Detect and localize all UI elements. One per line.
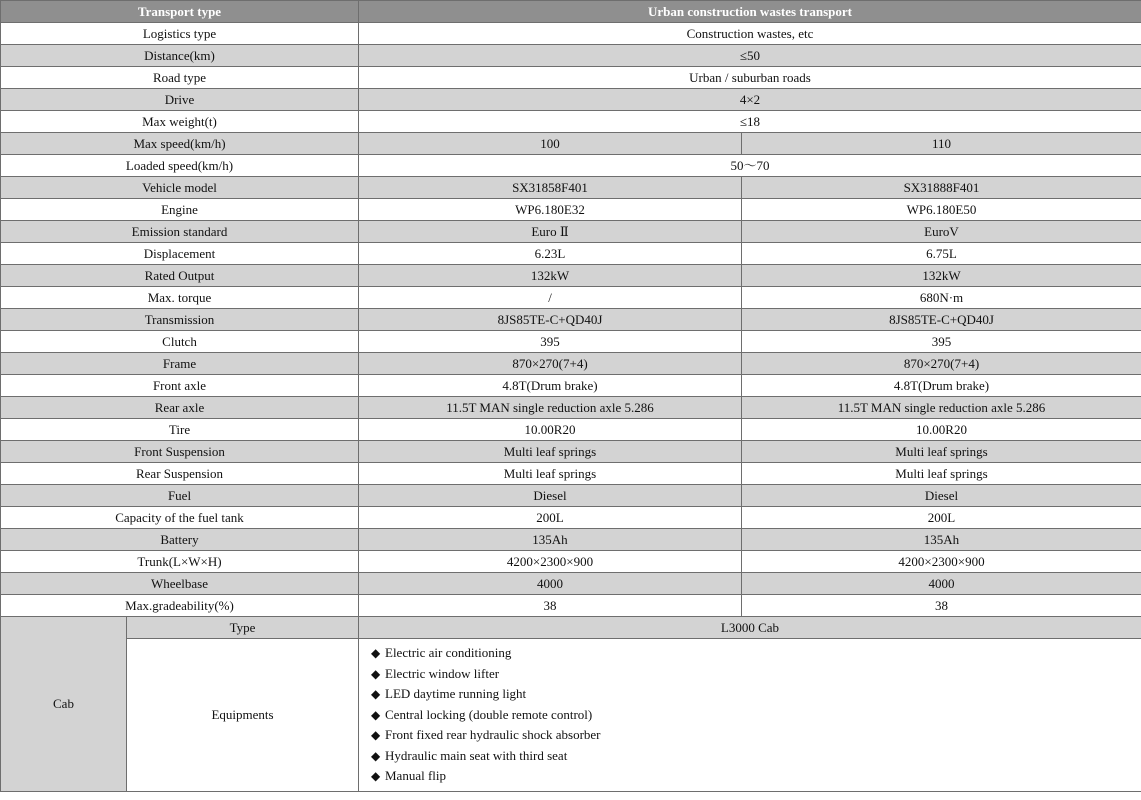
list-item-text: Central locking (double remote control) [385,706,593,722]
row-fuel [1,485,1141,507]
row-value-b: 4000 [742,573,1141,595]
list-item [371,705,1141,726]
row-max-speed [1,133,1141,155]
row-label: Logistics type [1,23,359,45]
diamond-bullet-icon: ◆ [371,646,381,660]
row-value-b: 38 [742,595,1141,617]
row-value: 4×2 [359,89,1141,111]
row-cab-type [1,617,1141,639]
row-value-a: 132kW [359,265,742,287]
row-label: Max.gradeability(%) [1,595,359,617]
row-value-a: WP6.180E32 [359,199,742,221]
row-value-a: 38 [359,595,742,617]
row-value-b: 4200×2300×900 [742,551,1141,573]
row-tire [1,419,1141,441]
row-value-b: 132kW [742,265,1141,287]
header-transport-type: Transport type [1,1,359,23]
row-value-a: 135Ah [359,529,742,551]
row-label: Rear Suspension [1,463,359,485]
row-value: ≤18 [359,111,1141,133]
row-value: Construction wastes, etc [359,23,1141,45]
diamond-bullet-icon: ◆ [371,666,381,681]
row-value-a: 200L [359,507,742,529]
row-label: Front Suspension [1,441,359,463]
list-item [371,664,1141,685]
row-value-b: 4.8T(Drum brake) [742,375,1141,397]
row-value-a: Diesel [359,485,742,507]
row-label: Emission standard [1,221,359,243]
header-row [1,1,1141,23]
row-front-axle [1,375,1141,397]
diamond-bullet-icon: ◆ [371,687,381,701]
row-value-b: 680N·m [742,287,1141,309]
row-max-torque [1,287,1141,309]
diamond-bullet-icon: ◆ [371,707,381,722]
list-item [371,684,1141,705]
row-label: Rear axle [1,397,359,419]
list-item [371,643,1141,664]
cab-type-value: L3000 Cab [359,617,1141,639]
row-trunk [1,551,1141,573]
row-label: Battery [1,529,359,551]
row-value-b: 6.75L [742,243,1141,265]
row-front-suspension [1,441,1141,463]
row-max-weight [1,111,1141,133]
row-gradeability [1,595,1141,617]
row-value: Urban / suburban roads [359,67,1141,89]
row-label: Rated Output [1,265,359,287]
row-label: Road type [1,67,359,89]
row-rear-suspension [1,463,1141,485]
row-rated-output [1,265,1141,287]
list-item-text: Manual flip [385,768,447,783]
row-value-b: 110 [742,133,1141,155]
row-transmission [1,309,1141,331]
row-value-a: 4.8T(Drum brake) [359,375,742,397]
row-label: Max. torque [1,287,359,309]
row-label: Wheelbase [1,573,359,595]
row-loaded-speed [1,155,1141,177]
row-label: Capacity of the fuel tank [1,507,359,529]
row-value-b: Multi leaf springs [742,441,1141,463]
row-value-b: 200L [742,507,1141,529]
row-value-b: EuroV [742,221,1141,243]
diamond-bullet-icon: ◆ [371,728,381,742]
row-value-a: 395 [359,331,742,353]
row-label: Trunk(L×W×H) [1,551,359,573]
row-label: Frame [1,353,359,375]
list-item [371,725,1141,746]
row-wheelbase [1,573,1141,595]
row-value-a: 10.00R20 [359,419,742,441]
list-item [371,746,1141,767]
row-fuel-tank [1,507,1141,529]
row-value-b: 395 [742,331,1141,353]
row-value-a: / [359,287,742,309]
list-item [371,766,1141,787]
list-item-text: Electric window lifter [385,665,500,681]
row-engine [1,199,1141,221]
row-distance [1,45,1141,67]
list-item-text: LED daytime running light [385,686,527,701]
cab-label: Cab [1,617,127,792]
row-label: Loaded speed(km/h) [1,155,359,177]
row-label: Engine [1,199,359,221]
row-value-a: 100 [359,133,742,155]
row-value-b: WP6.180E50 [742,199,1141,221]
row-cab-equipments [1,639,1141,792]
row-logistics-type [1,23,1141,45]
row-value-b: 135Ah [742,529,1141,551]
row-value: 50～70 [359,155,1141,177]
row-value-b: Multi leaf springs [742,463,1141,485]
row-value-a: Euro Ⅱ [359,221,742,243]
row-frame [1,353,1141,375]
row-value: ≤50 [359,45,1141,67]
cab-type-label: Type [127,617,359,639]
row-label: Front axle [1,375,359,397]
row-value-b: 11.5T MAN single reduction axle 5.286 [742,397,1141,419]
row-label: Tire [1,419,359,441]
row-label: Max speed(km/h) [1,133,359,155]
list-item-text: Electric air conditioning [385,645,512,660]
row-value-b: Diesel [742,485,1141,507]
row-road-type [1,67,1141,89]
row-value-a: 8JS85TE-C+QD40J [359,309,742,331]
row-emission [1,221,1141,243]
row-label: Vehicle model [1,177,359,199]
row-label: Distance(km) [1,45,359,67]
cab-equip-list [359,639,1141,792]
diamond-bullet-icon: ◆ [371,769,381,783]
row-value-b: SX31888F401 [742,177,1141,199]
list-item-text: Front fixed rear hydraulic shock absorber [385,727,601,742]
diamond-bullet-icon: ◆ [371,748,381,763]
row-label: Drive [1,89,359,111]
row-battery [1,529,1141,551]
row-value-a: 870×270(7+4) [359,353,742,375]
row-label: Fuel [1,485,359,507]
row-vehicle-model [1,177,1141,199]
row-value-a: Multi leaf springs [359,441,742,463]
list-item-text: Hydraulic main seat with third seat [385,747,568,763]
row-displacement [1,243,1141,265]
row-value-a: 4200×2300×900 [359,551,742,573]
row-value-a: 6.23L [359,243,742,265]
row-label: Max weight(t) [1,111,359,133]
row-rear-axle [1,397,1141,419]
row-label: Displacement [1,243,359,265]
row-drive [1,89,1141,111]
row-value-a: 11.5T MAN single reduction axle 5.286 [359,397,742,419]
row-value-a: Multi leaf springs [359,463,742,485]
row-value-b: 10.00R20 [742,419,1141,441]
row-value-b: 8JS85TE-C+QD40J [742,309,1141,331]
row-value-a: SX31858F401 [359,177,742,199]
row-label: Transmission [1,309,359,331]
header-urban-transport: Urban construction wastes transport [359,1,1141,23]
cab-equip-label: Equipments [127,639,359,792]
row-label: Clutch [1,331,359,353]
row-value-a: 4000 [359,573,742,595]
row-clutch [1,331,1141,353]
row-value-b: 870×270(7+4) [742,353,1141,375]
